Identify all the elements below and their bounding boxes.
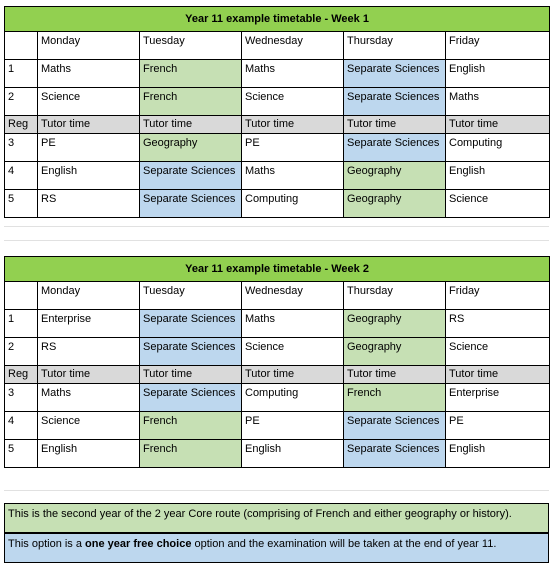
lesson-cell: English xyxy=(38,162,140,190)
lesson-cell: Science xyxy=(446,338,550,366)
lesson-cell: Tutor time xyxy=(38,116,140,134)
lesson-cell: Tutor time xyxy=(446,116,550,134)
period-label: Reg xyxy=(5,366,38,384)
lesson-cell: Science xyxy=(446,190,550,218)
day-header: Thursday xyxy=(344,32,446,60)
lesson-cell: Separate Sciences xyxy=(140,162,242,190)
free-choice-note-post: option and the examination will be taken at the end of year 11. xyxy=(191,538,497,550)
week2-header-row xyxy=(5,282,550,310)
lesson-cell: Maths xyxy=(38,384,140,412)
lesson-cell: Maths xyxy=(242,310,344,338)
lesson-cell: Enterprise xyxy=(38,310,140,338)
lesson-cell: Separate Sciences xyxy=(140,384,242,412)
lesson-cell: French xyxy=(140,440,242,468)
lesson-row xyxy=(5,162,550,190)
week2-timetable xyxy=(4,256,550,468)
lesson-cell: English xyxy=(446,162,550,190)
lesson-row xyxy=(5,440,550,468)
lesson-cell: Separate Sciences xyxy=(344,60,446,88)
lesson-cell: Tutor time xyxy=(242,366,344,384)
lesson-cell: Separate Sciences xyxy=(140,310,242,338)
lesson-cell: Separate Sciences xyxy=(344,412,446,440)
lesson-cell: Computing xyxy=(242,190,344,218)
lesson-row xyxy=(5,134,550,162)
lesson-row xyxy=(5,60,550,88)
lesson-cell: Geography xyxy=(344,338,446,366)
week1-timetable xyxy=(4,6,550,218)
lesson-cell: RS xyxy=(38,190,140,218)
period-label: 1 xyxy=(5,310,38,338)
lesson-cell: Separate Sciences xyxy=(344,440,446,468)
lesson-cell: Tutor time xyxy=(446,366,550,384)
lesson-cell: PE xyxy=(242,134,344,162)
lesson-cell: Tutor time xyxy=(344,116,446,134)
lesson-cell: Science xyxy=(38,88,140,116)
lesson-cell: Geography xyxy=(344,162,446,190)
lesson-cell: Tutor time xyxy=(344,366,446,384)
lesson-row xyxy=(5,88,550,116)
lesson-cell: English xyxy=(242,440,344,468)
lesson-cell: French xyxy=(344,384,446,412)
core-route-note-text: This is the second year of the 2 year Core route (comprising of French and either geography or history). xyxy=(8,508,512,520)
free-choice-note-bold: one year free choice xyxy=(85,538,192,550)
period-label: 4 xyxy=(5,162,38,190)
lesson-cell: Enterprise xyxy=(446,384,550,412)
day-header: Monday xyxy=(38,32,140,60)
day-header: Thursday xyxy=(344,282,446,310)
period-label: 2 xyxy=(5,88,38,116)
lesson-cell: Tutor time xyxy=(140,366,242,384)
registration-row xyxy=(5,116,550,134)
day-header xyxy=(5,282,38,310)
lesson-cell: Science xyxy=(242,88,344,116)
day-header: Tuesday xyxy=(140,32,242,60)
week2-title: Year 11 example timetable - Week 2 xyxy=(5,257,550,282)
lesson-cell: Maths xyxy=(242,60,344,88)
lesson-cell: PE xyxy=(38,134,140,162)
lesson-cell: English xyxy=(446,60,550,88)
lesson-cell: RS xyxy=(38,338,140,366)
lesson-cell: French xyxy=(140,412,242,440)
lesson-row xyxy=(5,310,550,338)
lesson-row xyxy=(5,190,550,218)
lesson-row xyxy=(5,412,550,440)
free-choice-note xyxy=(4,533,549,563)
lesson-row xyxy=(5,384,550,412)
period-label: 5 xyxy=(5,190,38,218)
lesson-cell: PE xyxy=(446,412,550,440)
lesson-cell: Computing xyxy=(446,134,550,162)
day-header: Wednesday xyxy=(242,282,344,310)
period-label: 5 xyxy=(5,440,38,468)
lesson-cell: Maths xyxy=(38,60,140,88)
period-label: 4 xyxy=(5,412,38,440)
blank-row-line xyxy=(4,240,549,241)
lesson-cell: Geography xyxy=(344,310,446,338)
day-header: Friday xyxy=(446,282,550,310)
lesson-row xyxy=(5,338,550,366)
week1-header-row xyxy=(5,32,550,60)
day-header: Wednesday xyxy=(242,32,344,60)
lesson-cell: English xyxy=(446,440,550,468)
lesson-cell: RS xyxy=(446,310,550,338)
lesson-cell: French xyxy=(140,88,242,116)
lesson-cell: Science xyxy=(242,338,344,366)
day-header: Tuesday xyxy=(140,282,242,310)
lesson-cell: Geography xyxy=(344,190,446,218)
lesson-cell: Geography xyxy=(140,134,242,162)
period-label: 2 xyxy=(5,338,38,366)
lesson-cell: Computing xyxy=(242,384,344,412)
lesson-cell: Maths xyxy=(446,88,550,116)
lesson-cell: PE xyxy=(242,412,344,440)
lesson-cell: English xyxy=(38,440,140,468)
lesson-cell: Separate Sciences xyxy=(344,134,446,162)
registration-row xyxy=(5,366,550,384)
free-choice-note-pre: This option is a xyxy=(8,538,86,550)
blank-row-line xyxy=(4,226,549,227)
period-label: 3 xyxy=(5,134,38,162)
day-header: Friday xyxy=(446,32,550,60)
period-label: 1 xyxy=(5,60,38,88)
week1-title: Year 11 example timetable - Week 1 xyxy=(5,7,550,32)
lesson-cell: Maths xyxy=(242,162,344,190)
lesson-cell: Separate Sciences xyxy=(140,190,242,218)
lesson-cell: Science xyxy=(38,412,140,440)
lesson-cell: Separate Sciences xyxy=(140,338,242,366)
blank-row-line xyxy=(4,490,549,491)
day-header: Monday xyxy=(38,282,140,310)
lesson-cell: Separate Sciences xyxy=(344,88,446,116)
period-label: 3 xyxy=(5,384,38,412)
period-label: Reg xyxy=(5,116,38,134)
lesson-cell: Tutor time xyxy=(38,366,140,384)
lesson-cell: Tutor time xyxy=(140,116,242,134)
core-route-note xyxy=(4,503,549,533)
day-header xyxy=(5,32,38,60)
lesson-cell: French xyxy=(140,60,242,88)
lesson-cell: Tutor time xyxy=(242,116,344,134)
